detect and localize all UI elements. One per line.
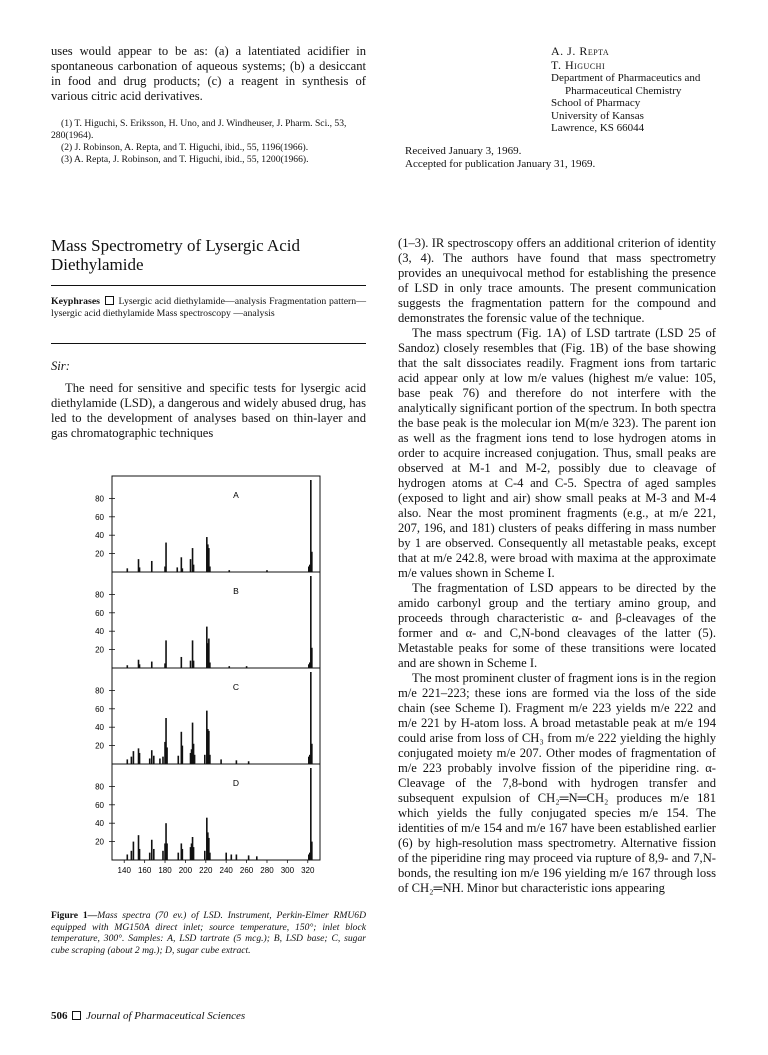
y-tick-label: 20 xyxy=(95,837,104,847)
y-tick-label: 60 xyxy=(95,800,104,810)
accepted-date: Accepted for publication January 31, 1969. xyxy=(405,157,596,170)
y-tick-label: 80 xyxy=(95,686,104,696)
square-separator-icon xyxy=(72,1011,81,1020)
keyphrases-label: Keyphrases xyxy=(51,296,100,307)
y-tick-label: 60 xyxy=(95,704,104,714)
article-title-line-1: Mass Spectrometry of Lysergic Acid xyxy=(51,236,300,255)
x-tick-label: 140 xyxy=(117,866,131,875)
x-tick-label: 280 xyxy=(260,866,274,875)
x-tick-label: 200 xyxy=(178,866,193,875)
right-column xyxy=(398,236,716,896)
school-line: School of Pharmacy xyxy=(551,97,641,109)
panel-label: D xyxy=(232,778,240,788)
x-tick-label: 300 xyxy=(280,866,295,875)
y-tick-label: 20 xyxy=(95,741,104,751)
figure-caption-text: Mass spectra (70 ev.) of LSD. Instrument, Perkin-Elmer RMU6D equipped with MG150A direct inlet; source temperature, 150°; inlet block temperature, 300°. Samples: A, LSD tartrate (5 mcg.); B, LSD base; C, sugar cube scraping (about 2 mg.); D, sugar cube extract. xyxy=(51,910,367,956)
y-tick-label: 80 xyxy=(95,494,104,504)
keyphrases-rule xyxy=(51,343,366,344)
keyphrases-text: Lysergic acid diethylamide—analysis Fragmentation pattern—lysergic acid diethylamide Mass spectroscopy —analysis xyxy=(51,296,366,319)
department-line-1: Department of Pharmaceutics and xyxy=(551,72,701,84)
y-tick-label: 60 xyxy=(95,512,104,522)
city-line: Lawrence, KS 66044 xyxy=(551,122,645,134)
panel-label: A xyxy=(233,490,239,500)
reference-3: (3) A. Repta, J. Robinson, and T. Higuchi, ibid., 55, 1200(1966). xyxy=(61,154,309,165)
y-tick-label: 20 xyxy=(95,549,104,559)
spectrum-panel-d xyxy=(95,764,320,860)
y-tick-label: 80 xyxy=(95,590,104,600)
y-tick-label: 20 xyxy=(95,645,104,655)
x-tick-label: 220 xyxy=(199,866,213,875)
keyphrases-block xyxy=(51,296,366,320)
y-tick-label: 40 xyxy=(95,531,104,541)
salutation: Sir: xyxy=(51,359,70,373)
x-tick-label: 260 xyxy=(239,866,254,875)
page-number: 506 xyxy=(51,1010,68,1022)
right-paragraph-4: The most prominent cluster of fragment ions is in the region m/e 221–223; these ions are formed via the loss of the side chain (see Scheme I). Fragment m/e 223 yields m/e 222 and m/e 221 by H-atom loss. A broad metastable peak at m/e 194 could arise from loss of CH₃ from m/e 222 yielding the highly conjugated moiety m/e 207. Other modes of fragmentation of m/e 223 probably involve fission of the piperidine ring. α-Cleavage of the 7,8-bond with hydrogen transfer and subsequent expulsion of CH₂═N═CH₂ produces m/e 181 which yields the fully conjugated species m/e 154. The identities of m/e 154 and m/e 167 have been established earlier (6) by high-resolution mass spectrometry. Alternative fission of the piperidine ring may proceed via rupture of 8,9- and 7,N-bonds, the resulting ion m/e 196 yielding m/e 167 through loss of CH₂═NH. Minor but characteristic ions appearing xyxy=(398,671,716,895)
panel-label: C xyxy=(232,682,240,692)
spectrum-panel-c xyxy=(95,668,320,764)
reference-2: (2) J. Robinson, A. Repta, and T. Higuchi, ibid., 55, 1196(1966). xyxy=(61,142,309,153)
journal-name: Journal of Pharmaceutical Sciences xyxy=(86,1010,246,1022)
square-bullet-icon xyxy=(105,296,114,305)
y-tick-label: 60 xyxy=(95,608,104,618)
continued-paragraph: uses would appear to be as: (a) a latentiated acidifier in spontaneous carbonation of aqueous systems; (b) a desiccant in food and drug products; (c) a reagent in synthesis of various citric acid derivatives. xyxy=(51,44,366,103)
y-tick-label: 40 xyxy=(95,627,104,637)
figure-caption xyxy=(51,910,366,956)
intro-paragraph: The need for sensitive and specific tests for lysergic acid diethylamide (LSD), a dangerous and widely abused drug, has led to the development of analyses based on thin-layer and gas chromatographic techniques xyxy=(51,381,366,440)
y-tick-label: 80 xyxy=(95,782,104,792)
right-paragraph-3: The fragmentation of LSD appears to be directed by the amido carbonyl group and the tertiary amino group, and proceeds through characteristic α- and β-cleavages of the former and α- and C,N-bond cleavages of the latter (5). Metastable peaks for some of these transitions were located and are shown in Scheme I. xyxy=(398,581,716,670)
author-repta: A. J. Repta xyxy=(551,44,610,58)
right-paragraph-2: The mass spectrum (Fig. 1A) of LSD tartrate (LSD 25 of Sandoz) closely resembles that (Fig. 1B) of the base showing that the salt dissociates readily. Fragment ions from tartaric acid appear only at low m/e values (highest m/e value: 105, base peak 76) and therefore do not interfere with the analytically significant portion of the spectrum. In both spectra the base peak is the molecular ion M(m/e 323). The parent ion as well as the fragment ions tend to lose hydrogen atoms in order to acquire increased conjugation. Thus, small peaks are observed at M-1 and M-2, possibly due to cleavage of hydrogen atoms at C-4 and C-5. Spectra of aged samples (exposed to light and air) show small peaks at M-3 and M-4 also. Near the most prominent fragments (e.g., at m/e 221, 207, 196, and 181) clusters of peaks differing in mass number by 1 are observed. Consequently all metastable peaks, except that at m/e 242.8, were broad with maxima at the approximate m/e values shown in Scheme I. xyxy=(398,326,716,580)
spectrum-panel-a xyxy=(95,480,312,572)
y-tick-label: 40 xyxy=(95,723,104,733)
x-tick-label: 180 xyxy=(158,866,172,875)
panel-label: B xyxy=(233,586,239,596)
y-tick-label: 40 xyxy=(95,819,104,829)
x-tick-label: 320 xyxy=(301,866,315,875)
mass-spectra-figure xyxy=(70,468,350,906)
x-tick-label: 160 xyxy=(137,866,152,875)
received-date: Received January 3, 1969. xyxy=(405,145,522,157)
spectrum-panel-b xyxy=(95,572,320,668)
page-footer xyxy=(51,1010,245,1022)
author-higuchi: T. Higuchi xyxy=(551,58,606,72)
right-paragraph-1: (1–3). IR spectroscopy offers an additional criterion of identity (3, 4). The authors have found that mass spectrometry provides an unequivocal method for establishing the presence of LSD in only trace amounts. The present communication suggests the fragmentation pattern for the compound and demonstrates the forensic value of the technique. xyxy=(398,236,716,325)
x-tick-label: 240 xyxy=(219,866,233,875)
title-rule xyxy=(51,285,366,286)
figure-caption-label: Figure 1— xyxy=(51,910,98,921)
reference-1: (1) T. Higuchi, S. Eriksson, H. Uno, and J. Windheuser, J. Pharm. Sci., 53, 280(1964). xyxy=(51,118,347,141)
university-line: University of Kansas xyxy=(551,109,644,122)
department-line-2: Pharmaceutical Chemistry xyxy=(565,84,682,97)
article-title-line-2: Diethylamide xyxy=(51,255,144,274)
